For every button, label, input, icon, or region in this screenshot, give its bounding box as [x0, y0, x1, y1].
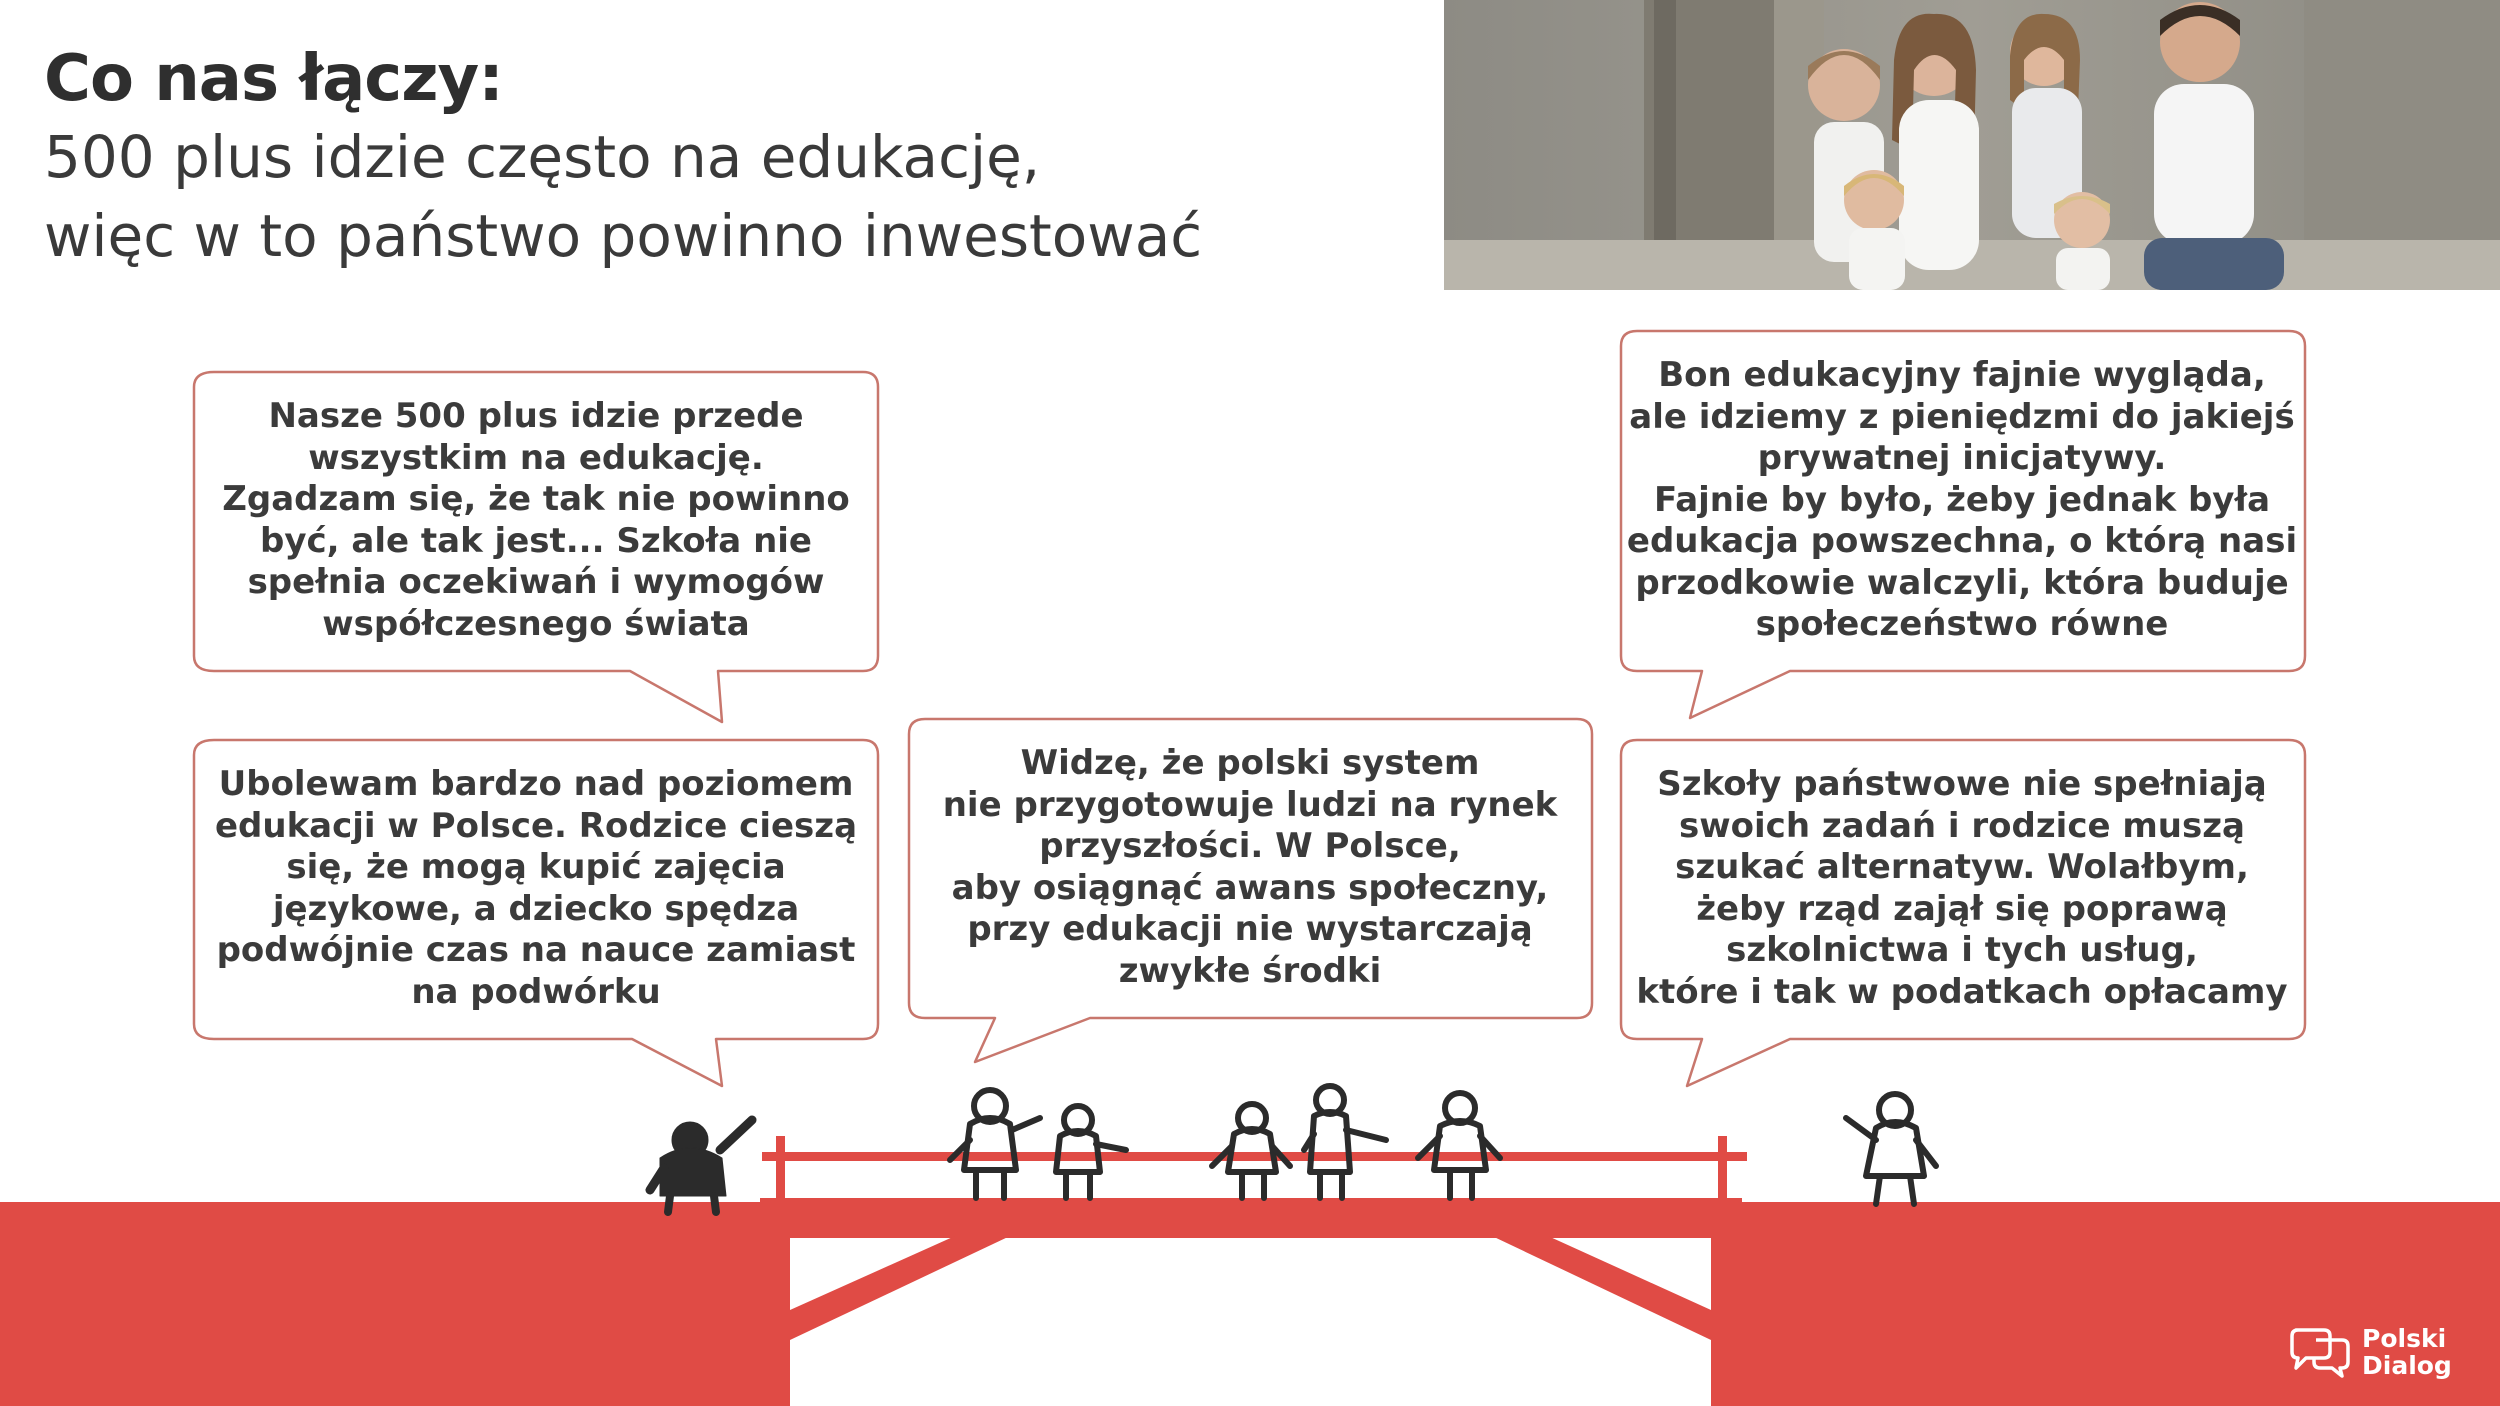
bridge-strut-left: [790, 1236, 1010, 1340]
figure-bridge-3: [1212, 1104, 1290, 1198]
page-subtitle-line-2: więc w to państwo powinno inwestować: [44, 202, 1203, 270]
figure-bridge-5: [1418, 1093, 1500, 1198]
bridge-deck: [760, 1198, 1742, 1238]
bridge-post-right: [1718, 1136, 1727, 1202]
speech-bubbles-icon: [2288, 1324, 2352, 1380]
quote-top-left: Nasze 500 plus idzie przede wszystkim na edukację. Zgadzam się, że tak nie powinno być, ale tak jest... Szkoła nie spełnia oczekiwań i wymogów współczesnego świata: [222, 396, 850, 644]
figure-bridge-4: [1304, 1086, 1386, 1198]
figure-left: [650, 1120, 752, 1212]
figure-right: [1846, 1094, 1936, 1204]
figure-bridge-1: [950, 1090, 1040, 1198]
logo-text: Polski Dialog: [2362, 1324, 2452, 1380]
page-subtitle-line-1: 500 plus idzie często na edukację,: [44, 123, 1041, 191]
bridge-post-left: [776, 1136, 785, 1202]
quote-bottom-left: Ubolewam bardzo nad poziomem edukacji w Polsce. Rodzice cieszą się, że mogą kupić zajęcia językowe, a dziecko spędza podwójnie czas na nauce zamiast na podwórku: [214, 764, 858, 1012]
quote-bottom-center: Widzę, że polski system nie przygotowuje ludzi na rynek przyszłości. W Polsce, aby osiągnąć awans społeczny, przy edukacji nie wystarczają zwykłe środki: [942, 743, 1558, 991]
page-title: Co nas łączy:: [44, 42, 503, 116]
quote-top-right: Bon edukacyjny fajnie wygląda, ale idziemy z pieniędzmi do jakiejś prywatnej inicjatywy. Fajnie by było, żeby jednak była edukacja powszechna, o którą nasi przodkowie walczyli, która buduje społeczeństwo równe: [1626, 355, 2298, 644]
bridge-railing: [762, 1152, 1747, 1161]
quote-bottom-right: Szkoły państwowe nie spełniają swoich zadań i rodzice muszą szukać alternatyw. Wolałbym, żeby rząd zajął się poprawą szkolnictwa i tych usług, które i tak w podatkach opłacamy: [1636, 764, 2288, 1012]
polski-dialog-logo: [2288, 1316, 2452, 1388]
bridge-scene: [0, 1060, 2500, 1406]
bridge-strut-right: [1492, 1236, 1711, 1340]
